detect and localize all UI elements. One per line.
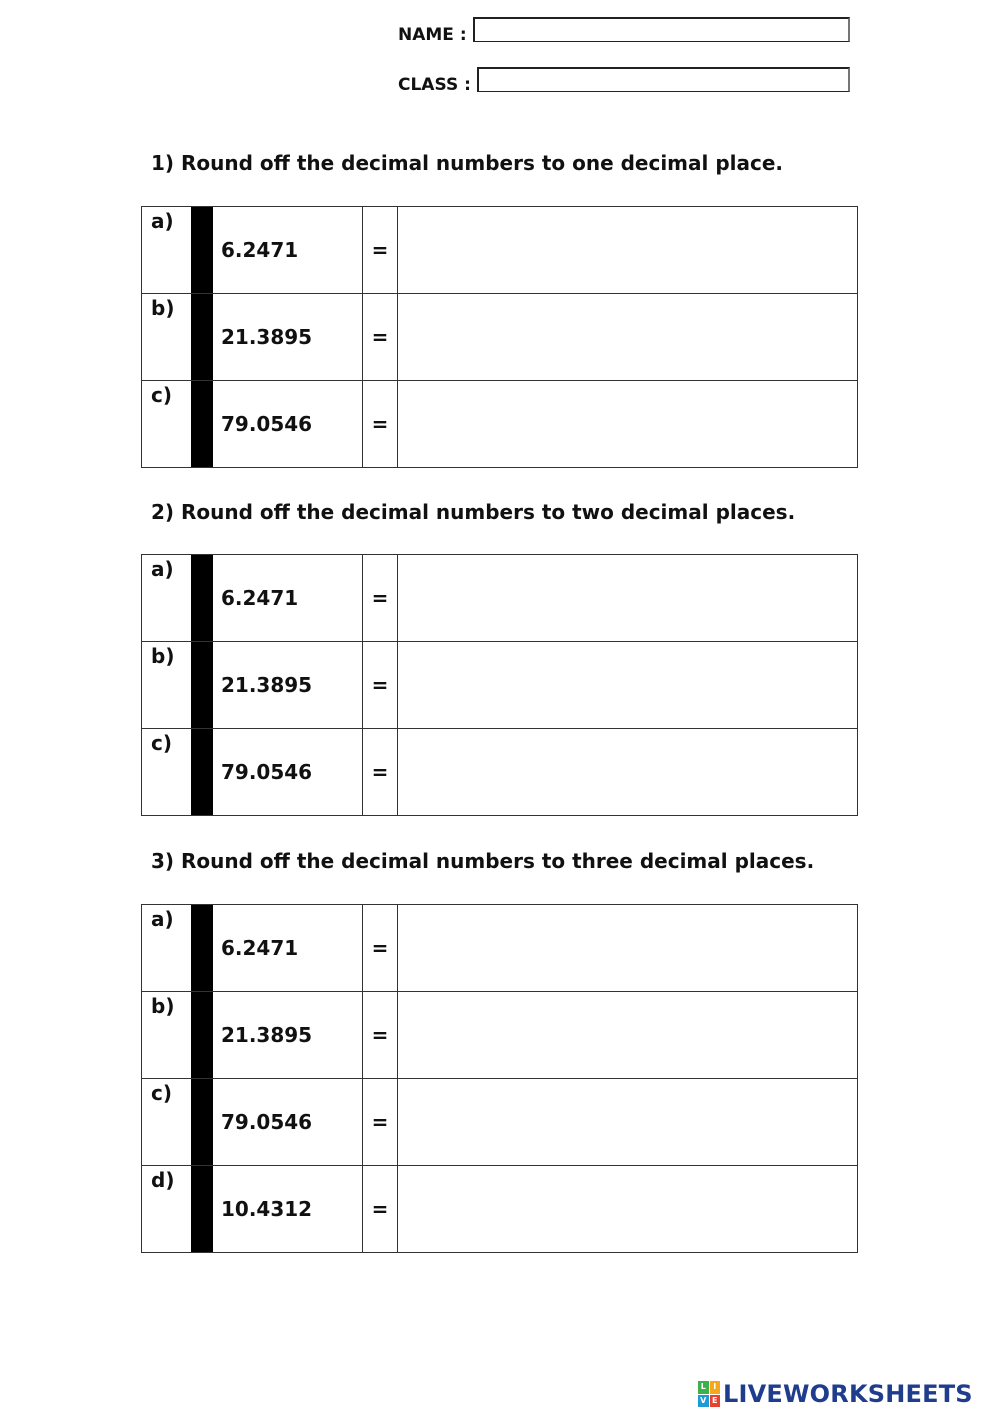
table-row [142,991,857,1078]
row-number: 79.0546 [213,729,363,815]
row-number: 6.2471 [213,905,363,991]
row-letter: a) [151,907,174,931]
row-bar [191,905,213,991]
row-bar [191,1079,213,1165]
row-number: 21.3895 [213,294,363,380]
table-row [142,728,857,815]
row-number: 79.0546 [213,381,363,467]
equals-sign: = [363,905,398,991]
table-row [142,641,857,728]
row-number: 6.2471 [213,207,363,293]
answer-input[interactable] [398,1166,857,1252]
section-1-table [141,206,858,468]
answer-input[interactable] [398,555,857,641]
answer-input[interactable] [398,642,857,728]
equals-sign: = [363,642,398,728]
equals-sign: = [363,992,398,1078]
liveworksheets-logo [698,1377,973,1411]
row-bar [191,1166,213,1252]
name-line [398,20,850,44]
row-letter: b) [151,296,175,320]
row-number: 6.2471 [213,555,363,641]
table-row [142,207,857,293]
section-2-table [141,554,858,816]
answer-input[interactable] [398,729,857,815]
table-row [142,555,857,641]
equals-sign: = [363,207,398,293]
table-row [142,905,857,991]
section-3-table [141,904,858,1253]
answer-input[interactable] [398,381,857,467]
name-input[interactable] [473,17,850,42]
row-number: 21.3895 [213,992,363,1078]
logo-text: LIVEWORKSHEETS [723,1380,973,1408]
class-label: CLASS : [398,75,471,95]
row-letter: b) [151,644,175,668]
row-bar [191,729,213,815]
row-letter: a) [151,209,174,233]
section-1-heading: 1) Round off the decimal numbers to one decimal place. [151,151,784,175]
table-row [142,1078,857,1165]
section-2-heading: 2) Round off the decimal numbers to two decimal places. [151,500,796,524]
section-3-heading: 3) Round off the decimal numbers to three decimal places. [151,849,815,873]
row-bar [191,555,213,641]
row-letter: a) [151,557,174,581]
table-row [142,293,857,380]
row-number: 79.0546 [213,1079,363,1165]
answer-input[interactable] [398,992,857,1078]
answer-input[interactable] [398,905,857,991]
equals-sign: = [363,555,398,641]
row-letter: c) [151,731,172,755]
table-row [142,1165,857,1252]
row-bar [191,294,213,380]
name-label: NAME : [398,25,467,45]
row-bar [191,992,213,1078]
class-input[interactable] [477,67,850,92]
row-letter: d) [151,1168,175,1192]
answer-input[interactable] [398,207,857,293]
table-row [142,380,857,467]
row-letter: b) [151,994,175,1018]
row-letter: c) [151,1081,172,1105]
logo-mark-icon: L I V E [698,1381,720,1407]
equals-sign: = [363,729,398,815]
answer-input[interactable] [398,294,857,380]
equals-sign: = [363,1166,398,1252]
row-bar [191,381,213,467]
row-bar [191,207,213,293]
equals-sign: = [363,294,398,380]
equals-sign: = [363,1079,398,1165]
row-bar [191,642,213,728]
row-number: 21.3895 [213,642,363,728]
answer-input[interactable] [398,1079,857,1165]
equals-sign: = [363,381,398,467]
row-letter: c) [151,383,172,407]
class-line [398,70,850,94]
row-number: 10.4312 [213,1166,363,1252]
